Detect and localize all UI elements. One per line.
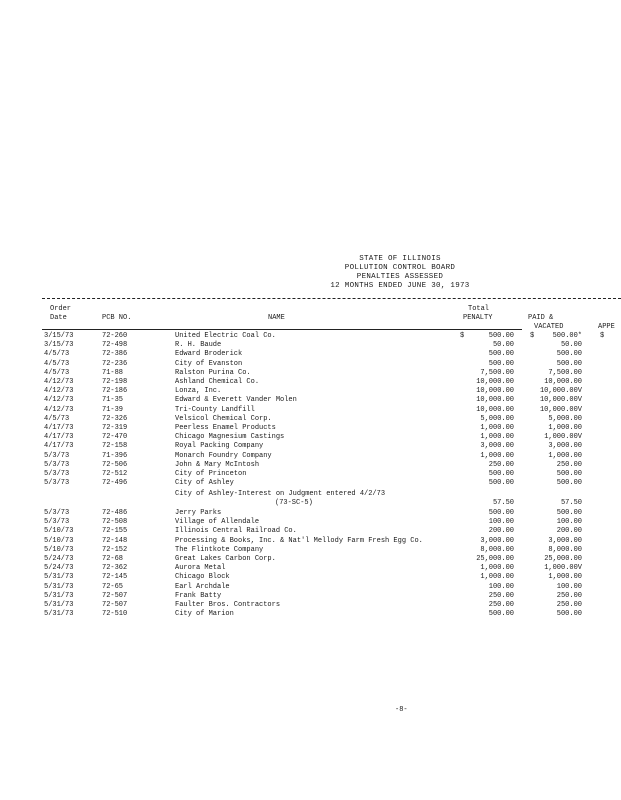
row-name: Village of Allendale [175,518,260,527]
row-pcb-no: 72-470 [102,433,128,442]
row-pcb-no: 72-326 [102,414,128,423]
row-name: Royal Packing Company [175,442,264,451]
row-total-penalty: 1,000.00 [480,424,514,432]
row-order-date: 5/31/73 [44,610,74,619]
row-paid-vacated: 10,000.00V [539,387,582,396]
row-name: Processing & Books, Inc. & Nat'l Mellody Farm Fresh Egg Co. [175,536,423,545]
row-total-penalty: 1,000.00 [480,573,514,582]
row-order-date: 3/15/73 [44,341,74,350]
row-total-penalty: 5,000.00 [480,414,514,423]
row-pcb-no: 71-39 [102,405,124,414]
page-number: -8- [395,706,408,714]
row-total-penalty: 50.00 [492,341,514,350]
row-pcb-no: 72-198 [102,378,128,386]
row-pcb-no: 72-155 [102,527,128,536]
row-pcb-no: 72-507 [102,591,128,600]
col-order-date-1: Order [50,305,72,313]
row-pcb-no: 72-506 [102,460,128,469]
row-paid-vacated: 500.00* [552,332,582,340]
row-pcb-no: 72-508 [102,518,128,527]
row-total-penalty: 500.00 [488,509,514,517]
row-total-penalty: 10,000.00 [476,405,514,414]
row-total-penalty: 250.00 [488,591,514,600]
row-total-penalty: 25,000.00 [476,555,514,563]
row-paid-vacated: 100.00 [556,518,582,527]
row-order-date: 5/3/73 [44,479,70,488]
row-paid-vacated: 10,000.00V [539,405,582,414]
row-order-date: 3/15/73 [44,332,74,340]
row-order-date: 4/17/73 [44,442,74,451]
row-order-date: 5/31/73 [44,573,74,582]
row-paid-vacated: 500.00 [556,610,582,619]
col-appealed: APPE [598,323,615,331]
row-name: The Flintkote Company [175,545,264,554]
row-paid-vacated: 25,000.00 [544,555,582,563]
row-name: Tri-County Landfill [175,405,255,414]
row-order-date: 5/3/73 [44,509,70,517]
row-order-date: 5/3/73 [44,470,70,478]
row-pcb-no: 72-507 [102,601,128,609]
row-paid-vacated: 3,000.00 [548,536,582,545]
row-total-penalty: 10,000.00 [476,387,514,396]
row-name: Monarch Foundry Company [175,451,272,460]
row-name: Faulter Bros. Contractors [175,601,281,609]
row-name: Earl Archdale [175,582,230,591]
row-paid-vacated: 10,000.00 [544,378,582,386]
row-name: Lonza, Inc. [175,387,222,396]
row-total-penalty: 100.00 [488,518,514,527]
row-pcb-no: 72-65 [102,582,124,591]
row-paid-vacated: 1,000.00 [548,573,582,582]
header-rule [42,329,522,330]
row-appealed: $ [600,332,605,340]
row-order-date: 4/5/73 [44,359,70,368]
row-pcb-no: 72-319 [102,424,128,432]
row-total-penalty: 1,000.00 [480,433,514,442]
row-paid-vacated: 250.00 [556,591,582,600]
row-order-date: 5/31/73 [44,601,74,609]
row-name: Jerry Parks [175,509,222,517]
row-paid-vacated: 5,000.00 [548,414,582,423]
row-pcb-no: 72-236 [102,359,128,368]
row-total-penalty: 200.00 [488,527,514,536]
row-order-date: 5/3/73 [44,460,70,469]
col-name: NAME [268,314,285,322]
row-paid-vacated: 3,000.00 [548,442,582,451]
header-board: POLLUTION CONTROL BOARD [344,264,456,272]
row-order-date: 5/31/73 [44,591,74,600]
col-order-date-2: Date [50,314,67,322]
row-order-date: 5/10/73 [44,536,74,545]
row-total-penalty: 500.00 [488,359,514,368]
header-title: PENALTIES ASSESSED [356,273,444,281]
row-paid-currency: $ [530,332,535,340]
row-total-currency: $ [460,332,465,340]
row-paid-vacated: 200.00 [556,527,582,536]
row-pcb-no: 72-152 [102,545,128,554]
row-paid-vacated: 50.00 [560,341,582,350]
row-paid-vacated: 500.00 [556,470,582,478]
row-name: Velsicol Chemical Corp. [175,414,272,423]
row-pcb-no: 72-486 [102,509,128,517]
interest-note-line1: City of Ashley-Interest on Judgment entered 4/2/73 [175,490,386,498]
row-order-date: 4/17/73 [44,424,74,432]
row-pcb-no: 72-512 [102,470,128,478]
row-total-penalty: 8,000.00 [480,545,514,554]
row-total-penalty: 250.00 [488,601,514,609]
row-pcb-no: 72-496 [102,479,128,488]
row-name: United Electric Coal Co. [175,332,276,340]
row-total-penalty: 500.00 [488,479,514,488]
row-paid-vacated: 250.00 [556,460,582,469]
row-name: Chicago Magnesium Castings [175,433,285,442]
interest-note-total: 57.50 [492,499,514,507]
row-paid-vacated: 500.00 [556,350,582,359]
row-name: Ralston Purina Co. [175,368,251,377]
row-total-penalty: 500.00 [488,610,514,619]
col-total-1: Total [468,305,490,313]
row-total-penalty: 10,000.00 [476,396,514,405]
row-pcb-no: 72-148 [102,536,128,545]
row-total-penalty: 500.00 [488,350,514,359]
row-paid-vacated: 250.00 [556,601,582,609]
col-pcb-no: PCB NO. [102,314,132,322]
row-paid-vacated: 100.00 [556,582,582,591]
row-pcb-no: 71-35 [102,396,124,405]
row-name: Great Lakes Carbon Corp. [175,555,276,563]
row-total-penalty: 3,000.00 [480,536,514,545]
row-order-date: 4/5/73 [44,368,70,377]
row-order-date: 5/3/73 [44,451,70,460]
col-paid-1: PAID & [528,314,554,322]
row-paid-vacated: 1,000.00 [548,424,582,432]
row-name: City of Evanston [175,359,243,368]
row-pcb-no: 72-386 [102,350,128,359]
row-name: Edward Broderick [175,350,243,359]
row-pcb-no: 72-186 [102,387,128,396]
row-pcb-no: 72-498 [102,341,128,350]
row-total-penalty: 3,000.00 [480,442,514,451]
row-name: Ashland Chemical Co. [175,378,260,386]
row-paid-vacated: 500.00 [556,359,582,368]
row-pcb-no: 72-68 [102,555,124,563]
row-order-date: 4/12/73 [44,405,74,414]
row-paid-vacated: 1,000.00 [548,451,582,460]
row-pcb-no: 72-260 [102,332,128,340]
row-pcb-no: 71-88 [102,368,124,377]
row-total-penalty: 250.00 [488,460,514,469]
row-paid-vacated: 8,000.00 [548,545,582,554]
row-name: City of Marion [175,610,234,619]
row-total-penalty: 10,000.00 [476,378,514,386]
row-paid-vacated: 1,000.00V [544,433,582,442]
row-total-penalty: 500.00 [488,470,514,478]
col-total-2: PENALTY [463,314,493,322]
interest-note-paid: 57.50 [560,499,582,507]
row-name: Aurora Metal [175,564,226,573]
row-name: Peerless Enamel Products [175,424,276,432]
row-order-date: 4/12/73 [44,396,74,405]
row-total-penalty: 100.00 [488,582,514,591]
row-name: City of Ashley [175,479,234,488]
row-name: Edward & Everett Vander Molen [175,396,297,405]
row-paid-vacated: 500.00 [556,479,582,488]
row-paid-vacated: 1,000.00V [544,564,582,573]
row-pcb-no: 71-396 [102,451,128,460]
interest-note-line2: (73-SC-5) [275,499,313,507]
row-name: John & Mary McIntosh [175,460,260,469]
row-total-penalty: 1,000.00 [480,451,514,460]
row-paid-vacated: 10,000.00V [539,396,582,405]
row-order-date: 4/12/73 [44,387,74,396]
row-order-date: 5/31/73 [44,582,74,591]
row-pcb-no: 72-510 [102,610,128,619]
row-name: Frank Batty [175,591,222,600]
row-paid-vacated: 500.00 [556,509,582,517]
row-order-date: 5/24/73 [44,564,74,573]
header-period: 12 MONTHS ENDED JUNE 30, 1973 [330,282,470,290]
row-total-penalty: 7,500.00 [480,368,514,377]
row-pcb-no: 72-145 [102,573,128,582]
row-name: R. H. Baude [175,341,222,350]
row-pcb-no: 72-362 [102,564,128,573]
row-name: City of Princeton [175,470,247,478]
row-order-date: 4/12/73 [44,378,74,386]
top-rule [42,298,621,299]
row-pcb-no: 72-158 [102,442,128,451]
row-total-penalty: 1,000.00 [480,564,514,573]
row-order-date: 5/10/73 [44,527,74,536]
row-order-date: 4/17/73 [44,433,74,442]
col-paid-2: VACATED [534,323,564,331]
row-name: Illinois Central Railroad Co. [175,527,297,536]
row-total-penalty: 500.00 [488,332,514,340]
row-paid-vacated: 7,500.00 [548,368,582,377]
row-name: Chicago Block [175,573,230,582]
row-order-date: 4/5/73 [44,414,70,423]
row-order-date: 5/3/73 [44,518,70,527]
row-order-date: 5/10/73 [44,545,74,554]
row-order-date: 4/5/73 [44,350,70,359]
row-order-date: 5/24/73 [44,555,74,563]
header-state: STATE OF ILLINOIS [359,255,441,263]
